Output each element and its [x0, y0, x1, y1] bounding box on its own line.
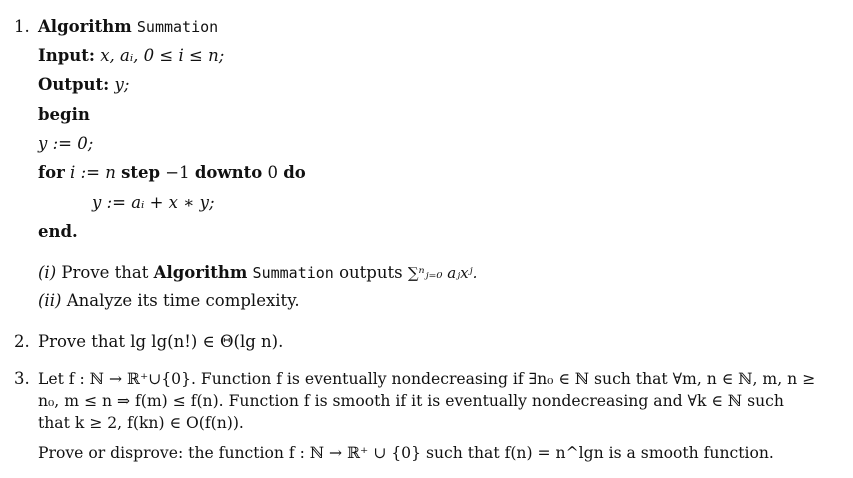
for-variable: i := n — [70, 163, 116, 182]
problem-3-line-3: that k ≥ 2, f(kn) ∈ O(f(n)). — [38, 414, 244, 432]
part-i — [38, 263, 477, 283]
part-i-prefix: Prove that — [61, 263, 149, 282]
part-ii-text: Analyze its time complexity. — [66, 291, 300, 310]
part-ii — [38, 291, 300, 311]
begin-keyword — [38, 105, 90, 125]
algorithm-title — [38, 17, 218, 37]
part-i-bold: Algorithm — [153, 263, 248, 282]
problem-3-line-2: n₀, m ≤ n ⇒ f(m) ≤ f(n). Function f is smooth if it is eventually nondecreasing and ∀k ∈ ℕ such — [38, 392, 784, 410]
part-i-formula: ∑ⁿⱼ₌₀ aⱼxʲ. — [407, 264, 478, 282]
part-ii-label: (ii) — [38, 291, 62, 310]
downto-keyword: downto — [194, 163, 263, 182]
part-i-suffix: outputs — [339, 263, 403, 282]
problem-1-number: 1. — [14, 17, 30, 36]
problem-3-number: 3. — [14, 369, 30, 388]
end-keyword — [38, 222, 78, 242]
input-line — [38, 46, 224, 66]
output-line — [38, 75, 129, 95]
problem-2-text: Prove that lg lg(n!) ∈ Θ(lg n). — [38, 332, 284, 351]
algorithm-name: Summation — [136, 18, 219, 36]
input-value: x, aᵢ, 0 ≤ i ≤ n; — [100, 46, 225, 65]
algorithm-title-bold: Algorithm — [38, 17, 132, 36]
end-text: end. — [38, 222, 78, 241]
begin-text: begin — [38, 105, 90, 124]
part-i-name: Summation — [252, 264, 334, 282]
loop-body: y := aᵢ + x ∗ y; — [92, 193, 215, 212]
do-keyword: do — [283, 163, 306, 182]
problem-2-number: 2. — [14, 332, 30, 351]
step-value: −1 — [165, 163, 190, 182]
for-keyword: for — [38, 163, 65, 182]
downto-value: 0 — [267, 163, 278, 182]
problem-3-line-1: Let f : ℕ → ℝ⁺∪{0}. Function f is eventually nondecreasing if ∃n₀ ∈ ℕ such that ∀m, n ∈ ℕ, m, n ≥ — [38, 370, 816, 388]
init-statement: y := 0; — [38, 134, 94, 153]
output-label: Output: — [38, 75, 110, 94]
problem-3-line-4: Prove or disprove: the function f : ℕ → ℝ⁺ ∪ {0} such that f(n) = n^lgn is a smooth function. — [38, 444, 774, 462]
output-value: y; — [114, 75, 130, 94]
step-keyword: step — [121, 163, 161, 182]
part-i-label: (i) — [38, 263, 57, 282]
input-label: Input: — [38, 46, 95, 65]
for-statement — [38, 163, 306, 183]
